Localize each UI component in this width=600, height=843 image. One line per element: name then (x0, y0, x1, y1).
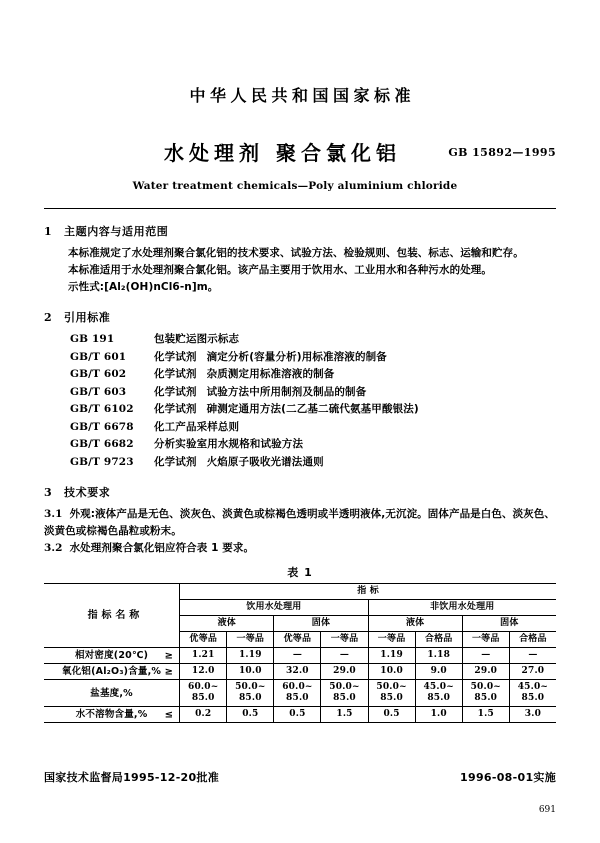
table-head (44, 584, 556, 648)
document-masthead (44, 0, 556, 192)
reference-code: GB 191 (70, 333, 115, 345)
page-title: 水处理剂 聚合氯化铝 (164, 141, 401, 165)
table-body (44, 648, 556, 723)
reference-item (44, 349, 556, 367)
column-header-grade: 一等品 (368, 632, 415, 648)
row-label-text: 氧化铝(Al₂O₃)含量,% (62, 666, 162, 677)
table-cell: 1.19 (227, 648, 274, 664)
row-symbol: ≥ (164, 666, 174, 677)
section-title-1: 主题内容与适用范围 (64, 225, 169, 238)
reference-detail: 试验方法中所用制剂及制品的制备 (206, 385, 367, 398)
table-cell: 60.0~ 85.0 (180, 680, 227, 707)
table-header-row-indicator (44, 584, 556, 600)
section-heading-2 (44, 309, 556, 325)
section-number-2: 2 (44, 311, 53, 324)
table-cell: 60.0~ 85.0 (274, 680, 321, 707)
reference-detail: 杂质测定用标准溶液的制备 (206, 368, 335, 380)
table-cell: 0.5 (227, 707, 274, 723)
table-cell: 9.0 (415, 664, 462, 680)
table-cell: 29.0 (321, 664, 368, 680)
table-cell: 32.0 (274, 664, 321, 680)
table-cell: 1.19 (368, 648, 415, 664)
table-cell: 1.18 (415, 648, 462, 664)
reference-code: GB/T 602 (70, 368, 127, 380)
table-cell: 50.0~ 85.0 (368, 680, 415, 707)
row-label-alumina-content (44, 664, 180, 680)
column-header-liquid-nondrinking: 液体 (368, 616, 462, 632)
reference-title: 包装贮运图示标志 (154, 333, 240, 345)
reference-title: 化学试剂 (154, 455, 197, 468)
row-label-water-insoluble (44, 707, 180, 723)
table-cell: 0.5 (274, 707, 321, 723)
table-row (44, 680, 556, 707)
reference-item (44, 331, 556, 349)
chemical-formula: [Al₂(OH)nCl6-n]m。 (104, 281, 219, 293)
column-header-solid-drinking: 固体 (274, 616, 368, 632)
clause-text: 水处理剂聚合氯化铝应符合表 1 要求。 (69, 542, 255, 554)
reference-item (44, 436, 556, 454)
section-1-paragraph-1: 本标准规定了水处理剂聚合氯化铝的技术要求、试验方法、检验规则、包装、标志、运输和贮存。 (68, 247, 524, 259)
document-footer (44, 769, 556, 785)
specification-table (44, 583, 556, 723)
table-cell: 1.5 (462, 707, 509, 723)
column-header-indicator-name: 指 标 名 称 (44, 584, 180, 648)
national-standard-label: 中华人民共和国国家标准 (189, 86, 415, 105)
table-cell: 27.0 (509, 664, 556, 680)
column-header-non-drinking-water: 非饮用水处理用 (368, 600, 556, 616)
reference-item (44, 384, 556, 402)
table-cell: 50.0~ 85.0 (227, 680, 274, 707)
table-cell: — (509, 648, 556, 664)
table-cell: 10.0 (368, 664, 415, 680)
table-row (44, 707, 556, 723)
table-cell: 50.0~ 85.0 (321, 680, 368, 707)
reference-title: 化学试剂 (154, 350, 197, 363)
column-header-grade: 一等品 (321, 632, 368, 648)
row-label-text: 水不溶物含量,% (75, 709, 148, 720)
table-cell: 1.21 (180, 648, 227, 664)
table-cell: 10.0 (227, 664, 274, 680)
row-symbol: ≤ (164, 709, 174, 720)
reference-title: 分析实验室用水规格和试验方法 (154, 438, 304, 450)
column-header-liquid-drinking: 液体 (180, 616, 274, 632)
table-cell: 0.5 (368, 707, 415, 723)
section-title-2: 引用标准 (64, 311, 111, 324)
column-header-grade: 优等品 (274, 632, 321, 648)
table-cell: 45.0~ 85.0 (509, 680, 556, 707)
table-cell: 12.0 (180, 664, 227, 680)
table-row (44, 664, 556, 680)
reference-code: GB/T 601 (70, 350, 127, 363)
reference-code: GB/T 6678 (70, 420, 134, 433)
column-header-grade: 合格品 (415, 632, 462, 648)
table-cell: 0.2 (180, 707, 227, 723)
section-title-3: 技术要求 (64, 486, 111, 499)
table-cell: — (274, 648, 321, 664)
table-cell: — (321, 648, 368, 664)
reference-title: 化工产品采样总则 (154, 420, 240, 433)
section-1-formula-line (44, 279, 556, 296)
reference-item (44, 401, 556, 419)
reference-item (44, 419, 556, 437)
section-number-1: 1 (44, 225, 53, 238)
reference-detail: 火焰原子吸收光谱法通则 (206, 455, 324, 468)
header-divider (44, 208, 556, 209)
clause-number: 3.2 (44, 542, 63, 554)
table-cell: 50.0~ 85.0 (462, 680, 509, 707)
table-cell: 1.0 (415, 707, 462, 723)
row-label-relative-density (44, 648, 180, 664)
reference-title: 化学试剂 (154, 385, 197, 398)
table-cell: 29.0 (462, 664, 509, 680)
clause-3-1 (44, 506, 556, 540)
row-symbol: ≥ (164, 650, 174, 661)
row-label-text: 相对密度(20℃) (74, 650, 149, 661)
table-cell: 1.5 (321, 707, 368, 723)
section-1-paragraph-2: 本标准适用于水处理剂聚合氯化铝。该产品主要用于饮用水、工业用水和各种污水的处理。 (68, 264, 492, 276)
reference-code: GB/T 603 (70, 385, 127, 398)
table-cell: 3.0 (509, 707, 556, 723)
reference-item (44, 454, 556, 472)
column-header-solid-nondrinking: 固体 (462, 616, 556, 632)
section-heading-1 (44, 223, 556, 239)
reference-title: 化学试剂 (154, 368, 197, 380)
column-header-grade: 一等品 (227, 632, 274, 648)
column-header-indicator: 指 标 (180, 584, 556, 600)
reference-code: GB/T 9723 (70, 455, 134, 468)
reference-detail: 砷测定通用方法(二乙基二硫代氨基甲酸银法) (206, 403, 419, 415)
column-header-drinking-water: 饮用水处理用 (180, 600, 368, 616)
column-header-grade: 一等品 (462, 632, 509, 648)
reference-title: 化学试剂 (154, 403, 197, 415)
standard-number: GB 15892—1995 (448, 146, 556, 159)
reference-code: GB/T 6102 (70, 403, 134, 415)
reference-item (44, 366, 556, 384)
clause-3-2 (44, 540, 556, 557)
clause-number: 3.1 (44, 508, 63, 520)
page-number: 691 (538, 805, 556, 815)
clause-text: 外观:液体产品是无色、淡灰色、淡黄色或棕褐色透明或半透明液体,无沉淀。固体产品是白色、淡灰色、淡黄色或棕褐色晶粒或粉末。 (44, 508, 555, 537)
section-heading-3 (44, 484, 556, 500)
column-header-grade: 合格品 (509, 632, 556, 648)
formula-label: 示性式: (68, 281, 105, 293)
column-header-grade: 优等品 (180, 632, 227, 648)
table-cell: — (462, 648, 509, 664)
reference-code: GB/T 6682 (70, 438, 134, 450)
row-label-text: 盐基度,% (90, 687, 133, 699)
implementation-statement: 1996-08-01实施 (460, 771, 556, 784)
table-row (44, 648, 556, 664)
approval-statement: 国家技术监督局1995-12-20批准 (44, 771, 220, 784)
reference-detail: 滴定分析(容量分析)用标准溶液的制备 (206, 350, 387, 363)
table-caption: 表 1 (287, 566, 313, 579)
english-title: Water treatment chemicals—Poly aluminium chloride (132, 180, 458, 192)
table-cell: 45.0~ 85.0 (415, 680, 462, 707)
row-label-basicity (44, 680, 180, 707)
document-content (44, 223, 556, 723)
section-number-3: 3 (44, 486, 53, 499)
title-row (44, 140, 556, 166)
